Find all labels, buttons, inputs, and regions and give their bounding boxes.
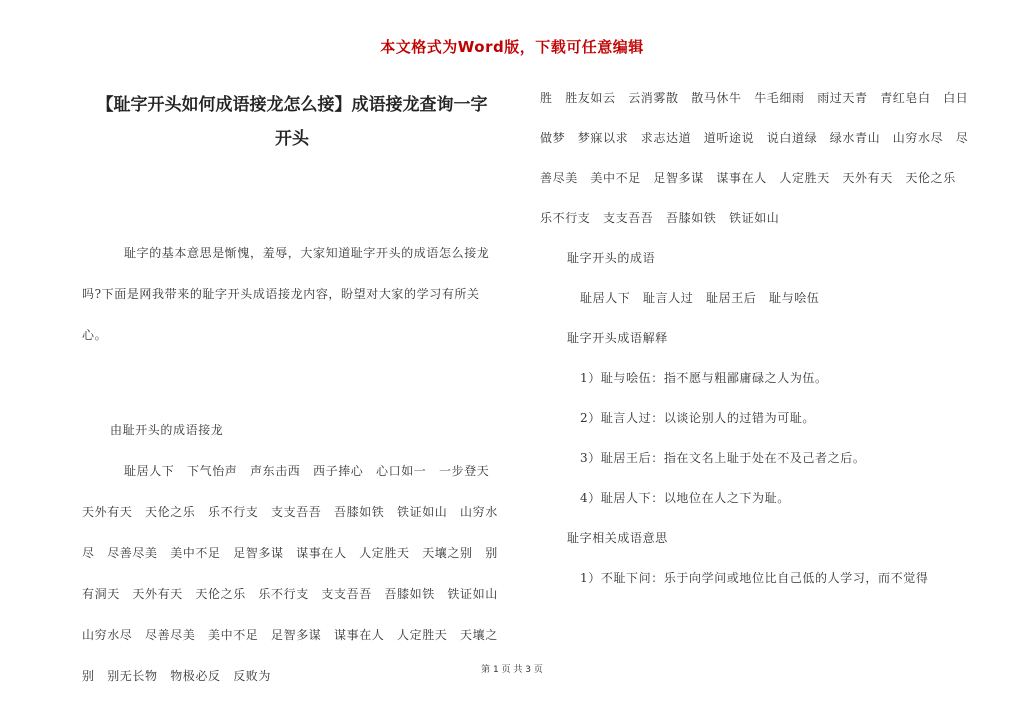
idiom-chain: 耻居人下 下气怡声 声东击西 西子捧心 心口如一 一步登天 天外有天 天伦之乐 乐不行支 支支吾吾 吾膝如铁 铁证如山 山穷水尽 尽善尽美 美中不足 足智多谋 谋事在人 人定胜天 天壤之别 别有洞天 天外有天 天伦之乐 乐不行支 支支吾吾 吾膝如铁 铁证如山 山穷水尽 尽善尽美 美中不足 足智多谋 谋事在人 人定胜天 天壤之别 别无长物 物极必反 反败为 bbox=[82, 464, 511, 683]
related-item: 1）不耻下问：乐于向学问或地位比自己低的人学习，而不觉得 bbox=[580, 571, 929, 585]
explanation-item: 3）耻居王后：指在文名上耻于处在不及己者之后。 bbox=[580, 451, 866, 465]
chain-heading: 由耻开头的成语接龙 bbox=[110, 423, 224, 437]
right-column bbox=[540, 78, 970, 598]
article-title bbox=[82, 88, 502, 156]
idioms-heading: 耻字开头的成语 bbox=[567, 251, 656, 265]
left-column bbox=[82, 88, 511, 697]
page-footer: 第 1 页 共 3 页 bbox=[481, 665, 543, 675]
title-line-1: 【耻字开头如何成语接龙怎么接】成语接龙查询一字 bbox=[96, 95, 488, 115]
explanation-item: 1）耻与哙伍：指不愿与粗鄙庸碌之人为伍。 bbox=[580, 371, 828, 385]
idiom-chain-continued: 胜 胜友如云 云消雾散 散马休牛 牛毛细雨 雨过天青 青红皂白 白日做梦 梦寐以求 求志达道 道听途说 说白道绿 绿水青山 山穷水尽 尽善尽美 美中不足 足智多谋 谋事在人 人定胜天 天外有天 天伦之乐 乐不行支 支支吾吾 吾膝如铁 铁证如山 bbox=[540, 91, 969, 225]
title-line-2: 开头 bbox=[275, 129, 309, 149]
explanation-item: 4）耻居人下：以地位在人之下为耻。 bbox=[580, 491, 790, 505]
intro-paragraph: 耻字的基本意思是惭愧，羞辱，大家知道耻字开头的成语怎么接龙吗?下面是网我带来的耻字开头成语接龙内容，盼望对大家的学习有所关心。 bbox=[82, 246, 490, 342]
explain-heading: 耻字开头成语解释 bbox=[567, 331, 668, 345]
word-format-banner: 本文格式为Word版，下载可任意编辑 bbox=[380, 38, 644, 56]
related-heading: 耻字相关成语意思 bbox=[567, 531, 668, 545]
idioms-list: 耻居人下 耻言人过 耻居王后 耻与哙伍 bbox=[580, 291, 820, 305]
explanation-item: 2）耻言人过：以谈论别人的过错为可耻。 bbox=[580, 411, 816, 425]
